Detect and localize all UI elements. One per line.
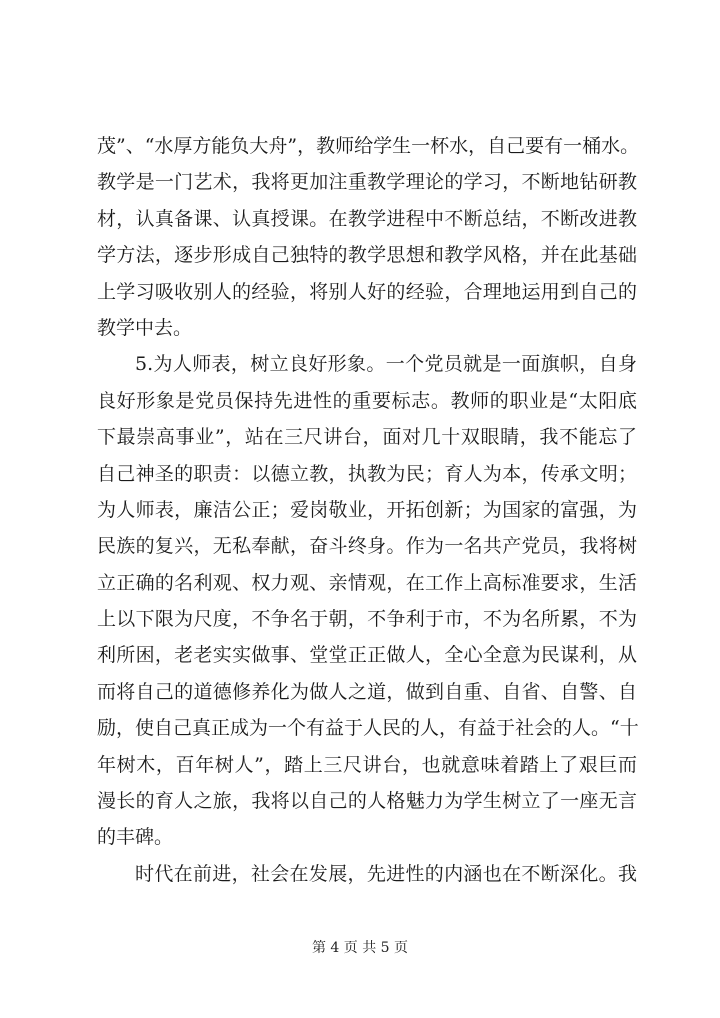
- text-line: 教学中去。: [97, 316, 193, 339]
- text-line: 上学习吸收别人的经验，将别人好的经验，合理地运用到自己的: [97, 280, 637, 303]
- text-line: 利所困，老老实实做事、堂堂正正做人，全心全意为民谋利，从: [97, 644, 637, 667]
- text-line: 学方法，逐步形成自己独特的教学思想和教学风格，并在此基础: [97, 244, 637, 267]
- text-line: 教学是一门艺术，我将更加注重教学理论的学习，不断地钻研教: [97, 171, 637, 194]
- text-line: 漫长的育人之旅，我将以自己的人格魅力为学生树立了一座无言: [97, 790, 637, 813]
- text-line: 而将自己的道德修养化为做人之道，做到自重、自省、自警、自: [97, 680, 637, 703]
- text-line: 材，认真备课、认真授课。在教学进程中不断总结，不断改进教: [97, 207, 637, 230]
- text-line: 下最崇高事业”，站在三尺讲台，面对几十双眼睛，我不能忘了: [97, 426, 637, 449]
- text-line: 的丰碑。: [97, 826, 174, 849]
- text-line: 民族的复兴，无私奉献，奋斗终身。作为一名共产党员，我将树: [97, 535, 637, 558]
- text-line: 年树木，百年树人”，踏上三尺讲台，也就意味着踏上了艰巨而: [97, 753, 637, 776]
- text-line: 上以下限为尺度，不争名于朝，不争利于市，不为名所累，不为: [97, 608, 637, 631]
- text-line: 自己神圣的职责：以德立教，执教为民；育人为本，传承文明；: [97, 462, 637, 485]
- text-line: 立正确的名利观、权力观、亲情观，在工作上高标准要求，生活: [97, 571, 637, 594]
- body-text: [97, 128, 640, 892]
- page-footer: 第 4 页 共 5 页: [311, 940, 409, 956]
- text-line: 茂”、“水厚方能负大舟”，教师给学生一杯水，自己要有一桶水。: [97, 135, 640, 157]
- text-line: 为人师表，廉洁公正；爱岗敬业，开拓创新；为国家的富强，为: [97, 498, 637, 521]
- text-line: 励，使自己真正成为一个有益于人民的人，有益于社会的人。“十: [97, 717, 639, 740]
- text-line: 5.为人师表，树立良好形象。一个党员就是一面旗帜，自身: [135, 353, 637, 376]
- text-line: 时代在前进，社会在发展，先进性的内涵也在不断深化。我: [135, 862, 637, 885]
- text-line: 良好形象是党员保持先进性的重要标志。教师的职业是“太阳底: [97, 389, 637, 412]
